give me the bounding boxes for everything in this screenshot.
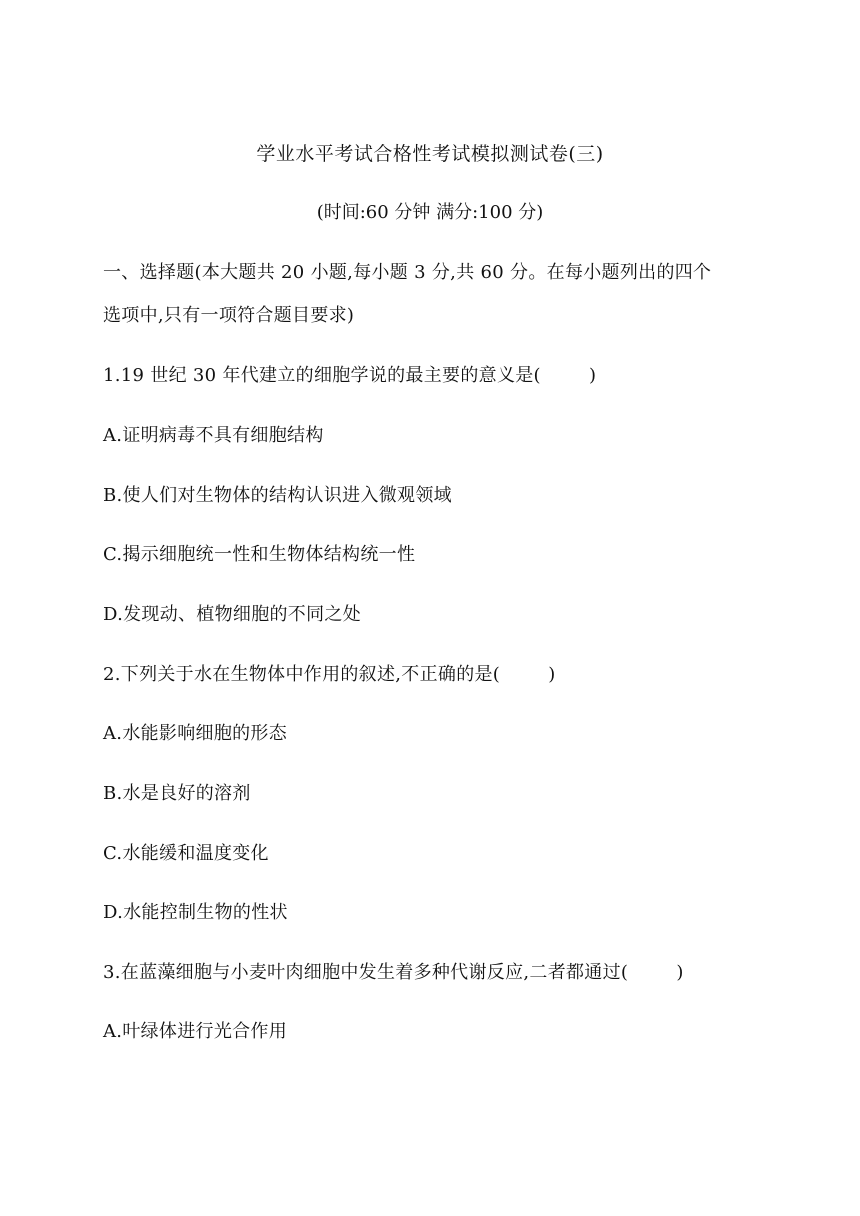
question-2-option-a: A.水能影响细胞的形态 [103,723,288,744]
question-1-option-d: D.发现动、植物细胞的不同之处 [103,604,362,625]
question-2-option-c: C.水能缓和温度变化 [103,843,269,864]
question-1-option-c: C.揭示细胞统一性和生物体结构统一性 [103,544,416,565]
section-heading-line-2: 选项中,只有一项符合题目要求) [103,305,355,326]
question-3-option-a: A.叶绿体进行光合作用 [103,1021,288,1042]
question-1-option-b: B.使人们对生物体的结构认识进入微观领域 [103,485,452,506]
question-2-option-b: B.水是良好的溶剂 [103,783,251,804]
question-3-stem: 3.在蓝藻细胞与小麦叶肉细胞中发生着多种代谢反应,二者都通过( ) [103,962,684,983]
exam-title: 学业水平考试合格性考试模拟测试卷(三) [256,143,604,165]
question-1-stem: 1.19 世纪 30 年代建立的细胞学说的最主要的意义是( ) [103,365,597,386]
question-1-option-a: A.证明病毒不具有细胞结构 [103,425,324,446]
question-2-option-d: D.水能控制生物的性状 [103,902,288,923]
section-heading-line-1: 一、选择题(本大题共 20 小题,每小题 3 分,共 60 分。在每小题列出的四个 [103,262,712,283]
question-2-stem: 2.下列关于水在生物体中作用的叙述,不正确的是( ) [103,664,556,685]
exam-time-score: (时间:60 分钟 满分:100 分) [316,202,544,223]
